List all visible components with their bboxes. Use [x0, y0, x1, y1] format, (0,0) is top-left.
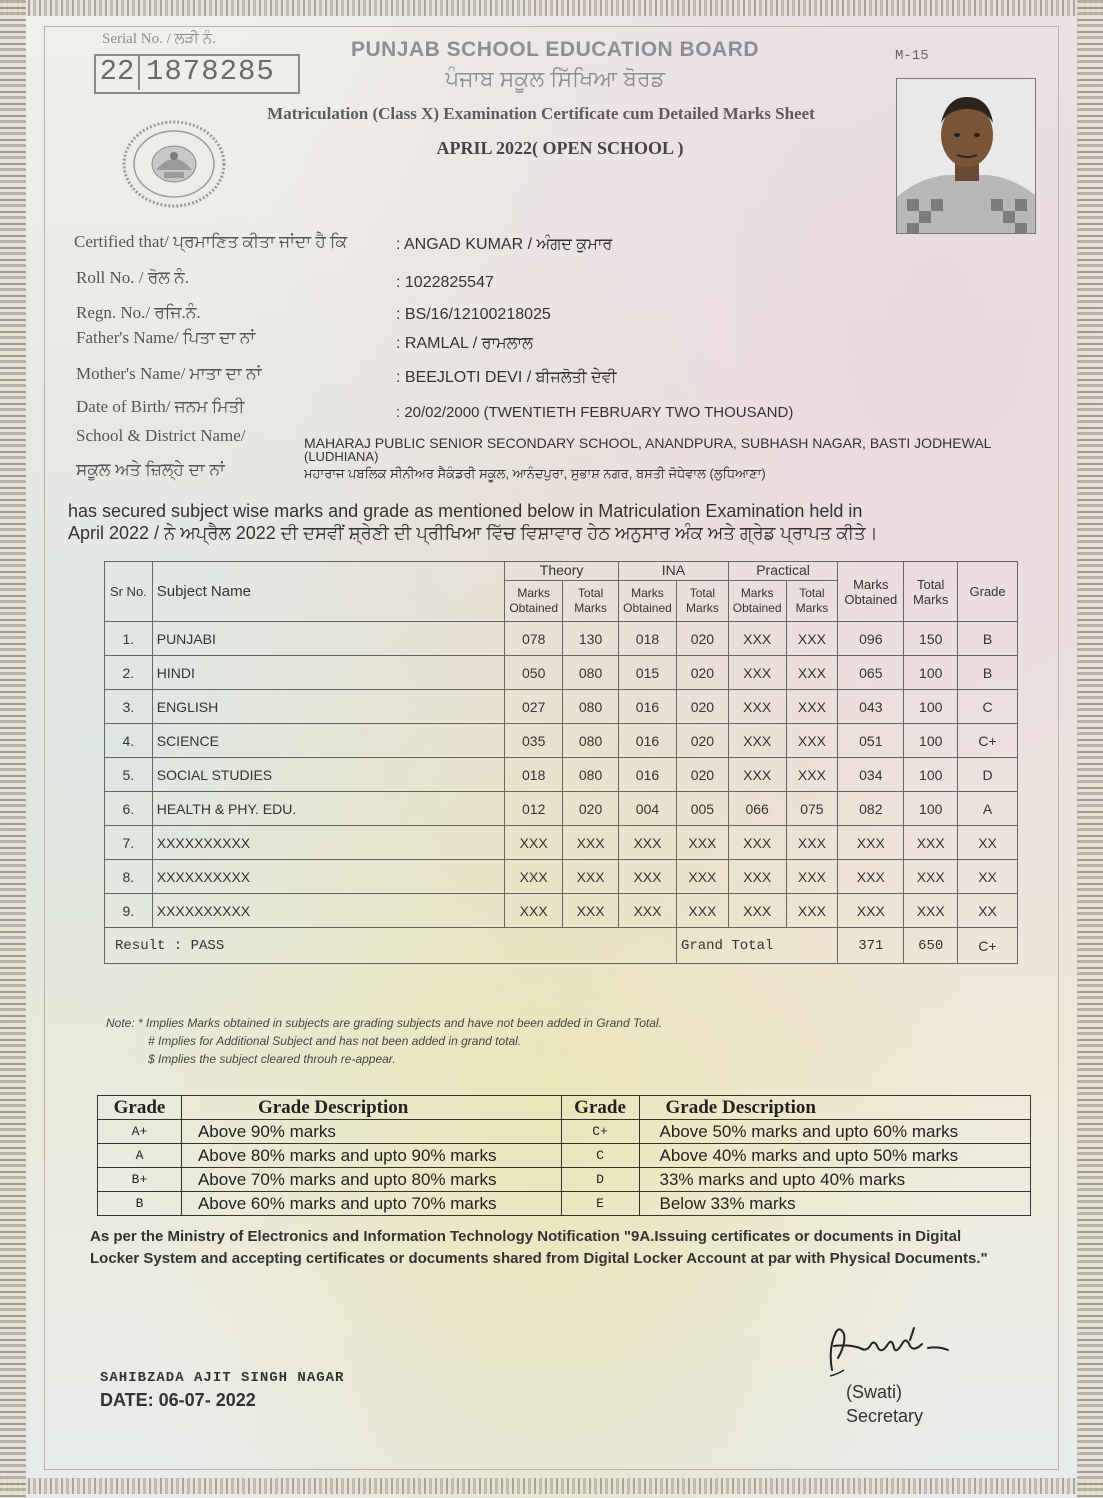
- cell-practical-total: XXX: [786, 656, 838, 690]
- cell-theory-total: 020: [563, 792, 619, 826]
- cell-practical-obtained: XXX: [728, 622, 786, 656]
- cell-sr: 8.: [105, 860, 153, 894]
- grand-total-grade: C+: [958, 928, 1018, 964]
- cell-practical-obtained: XXX: [728, 860, 786, 894]
- father-name-label: Father's Name/ ਪਿਤਾ ਦਾ ਨਾਂ: [76, 328, 256, 347]
- header-practical-total: Total Marks: [786, 580, 838, 621]
- header-total-marks: Total Marks: [904, 562, 958, 622]
- cell-total-marks: 150: [904, 622, 958, 656]
- grade-header-left: Grade: [98, 1096, 182, 1120]
- cell-subject: SCIENCE: [152, 724, 504, 758]
- cell-theory-obtained: 078: [505, 622, 563, 656]
- cell-ina-total: 020: [676, 724, 728, 758]
- school-value-english: MAHARAJ PUBLIC SENIOR SECONDARY SCHOOL, ANANDPURA, SUBHASH NAGAR, BASTI JODHEWAL: [304, 435, 992, 451]
- mother-name-value: : BEEJLOTI DEVI / ਬੀਜਲੋਤੀ ਦੇਵੀ: [396, 369, 617, 386]
- note-line-1: Note: * Implies Marks obtained in subjects are grading subjects and have not been added in Grand Total.: [106, 1016, 662, 1030]
- grand-total-max: 650: [904, 928, 958, 964]
- decorative-border-right: [1077, 0, 1103, 1498]
- cell-sr: 5.: [105, 758, 153, 792]
- cell-total-marks: 100: [904, 724, 958, 758]
- grade-code-left: A: [98, 1144, 182, 1168]
- grade-desc-left: Above 60% marks and upto 70% marks: [181, 1192, 561, 1216]
- cell-total-marks: 100: [904, 792, 958, 826]
- form-code: M-15: [895, 48, 929, 64]
- grade-desc-right: Below 33% marks: [639, 1192, 1030, 1216]
- school-label-punjabi: ਸਕੂਲ ਅਤੇ ਜ਼ਿਲ੍ਹੇ ਦਾ ਨਾਂ: [76, 460, 225, 479]
- cell-theory-obtained: 027: [505, 690, 563, 724]
- grade-row: [98, 1120, 1031, 1144]
- grade-code-right: E: [561, 1192, 639, 1216]
- cell-ina-obtained: 004: [618, 792, 676, 826]
- cell-total-marks: 100: [904, 690, 958, 724]
- cell-ina-total: 020: [676, 690, 728, 724]
- cell-ina-total: 020: [676, 656, 728, 690]
- cell-sr: 2.: [105, 656, 153, 690]
- header-theory-obtained: Marks Obtained: [505, 580, 563, 621]
- cell-total-marks: 100: [904, 656, 958, 690]
- cell-theory-obtained: XXX: [505, 894, 563, 928]
- cell-practical-obtained: 066: [728, 792, 786, 826]
- note-line-2: # Implies for Additional Subject and has not been added in grand total.: [148, 1034, 522, 1048]
- certified-that-label: Certified that/ ਪ੍ਰਮਾਣਿਤ ਕੀਤਾ ਜਾਂਦਾ ਹੈ ਕਿ: [74, 232, 348, 251]
- cell-grade: XX: [958, 826, 1018, 860]
- grade-desc-right: Above 50% marks and upto 60% marks: [639, 1120, 1030, 1144]
- header-grade: Grade: [958, 562, 1018, 622]
- grade-row: [98, 1192, 1031, 1216]
- grade-desc-left: Above 80% marks and upto 90% marks: [181, 1144, 561, 1168]
- cell-ina-total: 020: [676, 758, 728, 792]
- cell-sr: 9.: [105, 894, 153, 928]
- table-row: [105, 826, 1018, 860]
- cell-grade: XX: [958, 860, 1018, 894]
- cell-marks-obtained: 043: [838, 690, 904, 724]
- cell-marks-obtained: 051: [838, 724, 904, 758]
- board-name-punjabi: ਪੰਜਾਬ ਸਕੂਲ ਸਿੱਖਿਆ ਬੋਰਡ: [445, 66, 665, 91]
- cell-grade: B: [958, 622, 1018, 656]
- cell-practical-total: XXX: [786, 826, 838, 860]
- grade-desc-left: Above 70% marks and upto 80% marks: [181, 1168, 561, 1192]
- cell-theory-obtained: 012: [505, 792, 563, 826]
- header-theory: Theory: [505, 562, 619, 581]
- dob-label: Date of Birth/ ਜਨਮ ਮਿਤੀ: [76, 397, 245, 416]
- header-ina: INA: [618, 562, 728, 581]
- cell-grade: D: [958, 758, 1018, 792]
- regn-no-label: Regn. No./ ਰਜਿ.ਨੰ.: [76, 303, 201, 322]
- cell-total-marks: 100: [904, 758, 958, 792]
- cell-ina-obtained: XXX: [618, 894, 676, 928]
- header-subject: Subject Name: [152, 562, 504, 622]
- student-photo: [896, 78, 1036, 234]
- note-line-3: $ Implies the subject cleared throuh re-appear.: [148, 1052, 396, 1066]
- issue-place: SAHIBZADA AJIT SINGH NAGAR: [100, 1370, 345, 1386]
- cell-practical-total: XXX: [786, 758, 838, 792]
- cell-ina-obtained: 016: [618, 724, 676, 758]
- cell-subject: ENGLISH: [152, 690, 504, 724]
- cell-practical-obtained: XXX: [728, 656, 786, 690]
- cell-practical-obtained: XXX: [728, 690, 786, 724]
- intro-text: [68, 500, 1028, 544]
- cell-theory-total: 130: [563, 622, 619, 656]
- cell-ina-obtained: 018: [618, 622, 676, 656]
- intro-line-1: has secured subject wise marks and grade as mentioned below in Matriculation Examination held in: [68, 501, 863, 521]
- board-seal-icon: [120, 118, 228, 210]
- cell-practical-total: XXX: [786, 690, 838, 724]
- grade-code-left: B+: [98, 1168, 182, 1192]
- school-value-punjabi: ਮਹਾਰਾਜ ਪਬਲਿਕ ਸੀਨੀਅਰ ਸੈਕੰਡਰੀ ਸਕੂਲ, ਆਨੰਦਪੁਰਾ, ਸੁਭਾਸ਼ ਨਗਰ, ਬਸਤੀ ਜੋਧੇਵਾਲ (ਲੁਧਿਆਣਾ): [304, 466, 766, 481]
- signatory-name: (Swati): [846, 1382, 903, 1402]
- cell-marks-obtained: 034: [838, 758, 904, 792]
- cell-theory-total: 080: [563, 724, 619, 758]
- serial-number: 1878285: [146, 55, 275, 88]
- table-row: [105, 724, 1018, 758]
- cell-sr: 6.: [105, 792, 153, 826]
- grand-total-label: Grand Total: [676, 928, 837, 964]
- cell-grade: C+: [958, 724, 1018, 758]
- cell-theory-total: 080: [563, 656, 619, 690]
- cell-ina-obtained: 016: [618, 690, 676, 724]
- cell-ina-total: XXX: [676, 894, 728, 928]
- grade-description-table: [97, 1095, 1031, 1216]
- cell-grade: XX: [958, 894, 1018, 928]
- grade-code-right: D: [561, 1168, 639, 1192]
- cell-ina-obtained: XXX: [618, 860, 676, 894]
- grade-row: [98, 1168, 1031, 1192]
- table-row: [105, 656, 1018, 690]
- grade-desc-right: 33% marks and upto 40% marks: [639, 1168, 1030, 1192]
- cell-total-marks: XXX: [904, 826, 958, 860]
- grade-desc-right: Above 40% marks and upto 50% marks: [639, 1144, 1030, 1168]
- certificate-title: Matriculation (Class X) Examination Certificate cum Detailed Marks Sheet: [267, 104, 815, 123]
- cell-practical-total: XXX: [786, 894, 838, 928]
- mother-name-label: Mother's Name/ ਮਾਤਾ ਦਾ ਨਾਂ: [76, 364, 262, 383]
- cell-subject: XXXXXXXXXX: [152, 860, 504, 894]
- result-status: Result : PASS: [105, 928, 677, 964]
- dob-value: : 20/02/2000 (TWENTIETH FEBRUARY TWO THOUSAND): [396, 404, 794, 421]
- cell-theory-obtained: XXX: [505, 826, 563, 860]
- marks-table: [104, 561, 1018, 964]
- ministry-line-2: Locker System and accepting certificates or documents shared from Digital Locker Account at par with Physical Documents.": [90, 1250, 988, 1267]
- grade-code-left: A+: [98, 1120, 182, 1144]
- cell-marks-obtained: XXX: [838, 894, 904, 928]
- serial-label: Serial No. / ਲੜੀ ਨੰ.: [102, 31, 216, 47]
- cell-ina-obtained: XXX: [618, 826, 676, 860]
- grade-code-right: C+: [561, 1120, 639, 1144]
- cell-total-marks: XXX: [904, 860, 958, 894]
- cell-sr: 7.: [105, 826, 153, 860]
- grade-desc-header-left: Grade Description: [181, 1096, 561, 1120]
- ministry-line-1: As per the Ministry of Electronics and Information Technology Notification "9A.Issuing certificates or documents in Digital: [90, 1228, 962, 1245]
- decorative-border-top: [0, 0, 1103, 16]
- cell-subject: SOCIAL STUDIES: [152, 758, 504, 792]
- grade-desc-left: Above 90% marks: [181, 1120, 561, 1144]
- cell-practical-obtained: XXX: [728, 758, 786, 792]
- cell-practical-total: 075: [786, 792, 838, 826]
- header-practical-obtained: Marks Obtained: [728, 580, 786, 621]
- ministry-notification: [90, 1226, 1050, 1270]
- cell-sr: 3.: [105, 690, 153, 724]
- board-name-english: PUNJAB SCHOOL EDUCATION BOARD: [350, 38, 760, 61]
- header-ina-total: Total Marks: [676, 580, 728, 621]
- table-row: [105, 894, 1018, 928]
- cell-subject: PUNJABI: [152, 622, 504, 656]
- table-row: [105, 690, 1018, 724]
- cell-practical-total: XXX: [786, 860, 838, 894]
- cell-subject: HINDI: [152, 656, 504, 690]
- notes: [106, 1014, 866, 1068]
- cell-theory-total: 080: [563, 690, 619, 724]
- regn-no-value: : BS/16/12100218025: [396, 306, 551, 323]
- cell-theory-total: XXX: [563, 894, 619, 928]
- cell-subject: XXXXXXXXXX: [152, 826, 504, 860]
- cell-ina-total: 005: [676, 792, 728, 826]
- grade-row: [98, 1144, 1031, 1168]
- cell-theory-obtained: XXX: [505, 860, 563, 894]
- roll-no-value: : 1022825547: [396, 274, 494, 291]
- serial-prefix: 22: [96, 54, 140, 90]
- table-row: [105, 792, 1018, 826]
- cell-marks-obtained: 082: [838, 792, 904, 826]
- table-row: [105, 860, 1018, 894]
- cell-practical-obtained: XXX: [728, 826, 786, 860]
- cell-ina-total: 020: [676, 622, 728, 656]
- school-value-english-district: (LUDHIANA): [304, 449, 379, 464]
- grade-code-right: C: [561, 1144, 639, 1168]
- certified-that-value: : ANGAD KUMAR / ਅੰਗਦ ਕੁਮਾਰ: [396, 236, 613, 253]
- cell-theory-obtained: 050: [505, 656, 563, 690]
- signature-icon: [818, 1318, 958, 1378]
- cell-ina-obtained: 015: [618, 656, 676, 690]
- exam-session: APRIL 2022( OPEN SCHOOL ): [436, 138, 684, 158]
- header-sr: Sr No.: [105, 562, 153, 622]
- decorative-border-bottom: [0, 1478, 1103, 1494]
- table-row: [105, 758, 1018, 792]
- cell-theory-total: XXX: [563, 826, 619, 860]
- cell-marks-obtained: XXX: [838, 860, 904, 894]
- cell-theory-obtained: 018: [505, 758, 563, 792]
- cell-grade: C: [958, 690, 1018, 724]
- cell-subject: HEALTH & PHY. EDU.: [152, 792, 504, 826]
- cell-ina-obtained: 016: [618, 758, 676, 792]
- cell-subject: XXXXXXXXXX: [152, 894, 504, 928]
- cell-marks-obtained: 065: [838, 656, 904, 690]
- cell-ina-total: XXX: [676, 826, 728, 860]
- signatory-title: Secretary: [846, 1406, 924, 1426]
- cell-practical-obtained: XXX: [728, 894, 786, 928]
- cell-total-marks: XXX: [904, 894, 958, 928]
- header-theory-total: Total Marks: [563, 580, 619, 621]
- cell-theory-total: 080: [563, 758, 619, 792]
- cell-theory-obtained: 035: [505, 724, 563, 758]
- cell-grade: B: [958, 656, 1018, 690]
- grade-code-left: B: [98, 1192, 182, 1216]
- grade-header-right: Grade: [561, 1096, 639, 1120]
- cell-practical-total: XXX: [786, 724, 838, 758]
- header-ina-obtained: Marks Obtained: [618, 580, 676, 621]
- cell-sr: 4.: [105, 724, 153, 758]
- issue-date: DATE: 06-07- 2022: [100, 1390, 256, 1410]
- father-name-value: : RAMLAL / ਰਾਮਲਾਲ: [396, 335, 533, 352]
- cell-grade: A: [958, 792, 1018, 826]
- cell-ina-total: XXX: [676, 860, 728, 894]
- table-row: [105, 622, 1018, 656]
- cell-practical-total: XXX: [786, 622, 838, 656]
- cell-practical-obtained: XXX: [728, 724, 786, 758]
- roll-no-label: Roll No. / ਰੋਲ ਨੰ.: [76, 268, 189, 287]
- decorative-border-left: [0, 0, 26, 1498]
- intro-line-2: April 2022 / ਨੇ ਅਪ੍ਰੈਲ 2022 ਦੀ ਦਸਵੀਂ ਸ਼੍ਰੇਣੀ ਦੀ ਪ੍ਰੀਖਿਆ ਵਿੱਚ ਵਿਸ਼ਾਵਾਰ ਹੇਠ ਅਨੁਸਾਰ ਅੰਕ ਅਤੇ ਗ੍ਰੇਡ ਪ੍ਰਾਪਤ ਕੀਤੇ।: [68, 523, 878, 543]
- header-practical: Practical: [728, 562, 838, 581]
- school-label-english: School & District Name/: [76, 426, 246, 445]
- cell-theory-total: XXX: [563, 860, 619, 894]
- header-marks-obtained: Marks Obtained: [838, 562, 904, 622]
- grand-total-obtained: 371: [838, 928, 904, 964]
- cell-sr: 1.: [105, 622, 153, 656]
- grade-desc-header-right: Grade Description: [639, 1096, 1030, 1120]
- cell-marks-obtained: XXX: [838, 826, 904, 860]
- cell-marks-obtained: 096: [838, 622, 904, 656]
